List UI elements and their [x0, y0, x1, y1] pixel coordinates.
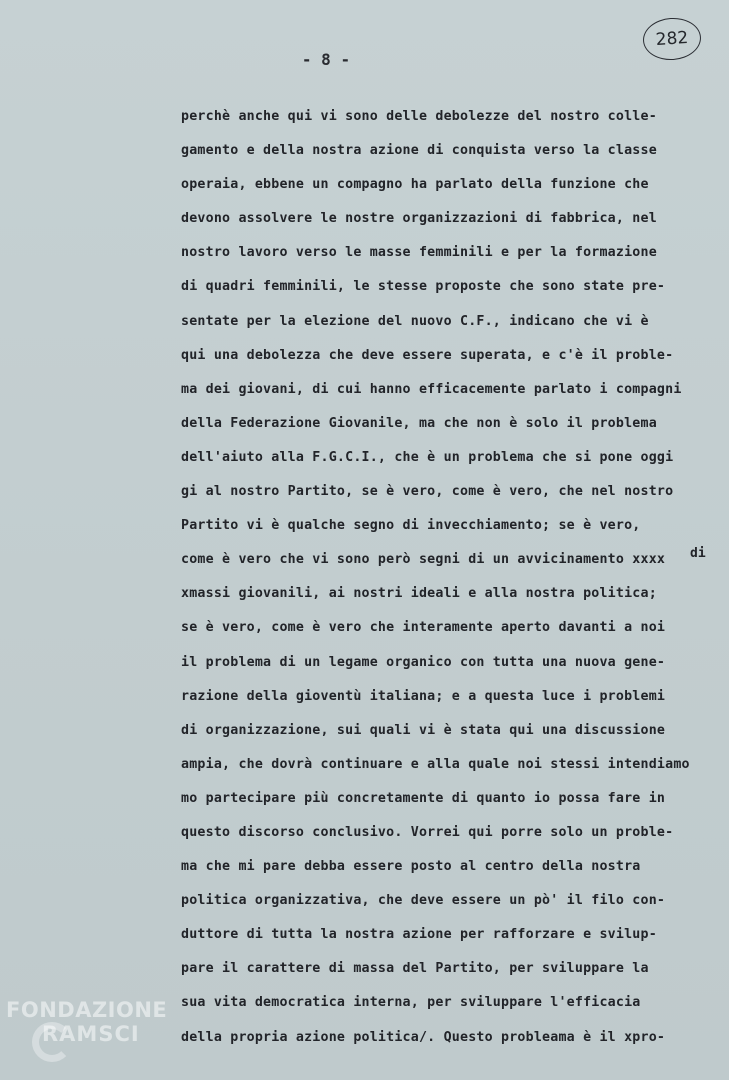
text-line: duttore di tutta la nostra azione per rafforzare e svilup-: [181, 927, 657, 943]
text-line: pare il carattere di massa del Partito, per sviluppare la: [181, 961, 649, 977]
handwritten-insertion: di: [690, 546, 706, 561]
text-line: xmassi giovanili, ai nostri ideali e alla nostra politica;: [181, 586, 657, 602]
text-line: mo partecipare più concretamente di quanto io possa fare in: [181, 790, 666, 806]
text-line: ma dei giovani, di cui hanno efficacemente parlato i compagni: [181, 381, 682, 397]
text-line: nostro lavoro verso le masse femminili e per la formazione: [181, 245, 657, 261]
text-line: della propria azione politica/. Questo probleama è il xpro-: [181, 1029, 666, 1045]
text-line: della Federazione Giovanile, ma che non è solo il problema: [181, 415, 657, 431]
text-line: ampia, che dovrà continuare e alla quale noi stessi intendiamo: [181, 756, 690, 772]
text-line: ma che mi pare debba essere posto al centro della nostra: [181, 859, 641, 875]
text-line: operaia, ebbene un compagno ha parlato della funzione che: [181, 177, 649, 193]
text-line: di quadri femminili, le stesse proposte che sono state pre-: [181, 279, 666, 295]
text-line: dell'aiuto alla F.G.C.I., che è un problema che si pone oggi: [181, 449, 674, 465]
text-line: Partito vi è qualche segno di invecchiamento; se è vero,: [181, 518, 641, 534]
text-line: politica organizzativa, che deve essere un pò' il filo con-: [181, 893, 666, 909]
text-line: se è vero, come è vero che interamente aperto davanti a noi: [181, 620, 666, 636]
watermark-logo: [6, 998, 181, 1078]
text-line: sentate per la elezione del nuovo C.F., indicano che vi è: [181, 313, 649, 329]
watermark-line-1: FONDAZIONE: [6, 998, 168, 1022]
text-line: gi al nostro Partito, se è vero, come è vero, che nel nostro: [181, 484, 674, 500]
text-line: devono assolvere le nostre organizzazioni di fabbrica, nel: [181, 211, 657, 227]
text-line: perchè anche qui vi sono delle debolezze del nostro colle-: [181, 109, 657, 124]
archive-number: 282: [655, 27, 689, 51]
text-line: razione della gioventù italiana; e a questa luce i problemi: [181, 688, 666, 704]
body-text: [181, 103, 721, 1058]
text-line: questo discorso conclusivo. Vorrei qui porre solo un proble-: [181, 824, 674, 840]
text-line: il problema di un legame organico con tutta una nuova gene-: [181, 654, 666, 670]
text-line: sua vita democratica interna, per sviluppare l'efficacia: [181, 995, 641, 1011]
archive-number-stamp: [642, 16, 703, 62]
text-line: gamento e della nostra azione di conquista verso la classe: [181, 143, 657, 159]
watermark-line-2: RAMSCI: [42, 1022, 140, 1046]
text-line: di organizzazione, sui quali vi è stata qui una discussione: [181, 722, 666, 738]
text-line: qui una debolezza che deve essere superata, e c'è il proble-: [181, 347, 674, 363]
page-number: - 8 -: [301, 50, 351, 69]
text-line: come è vero che vi sono però segni di un avvicinamento xxxx: [181, 552, 666, 568]
